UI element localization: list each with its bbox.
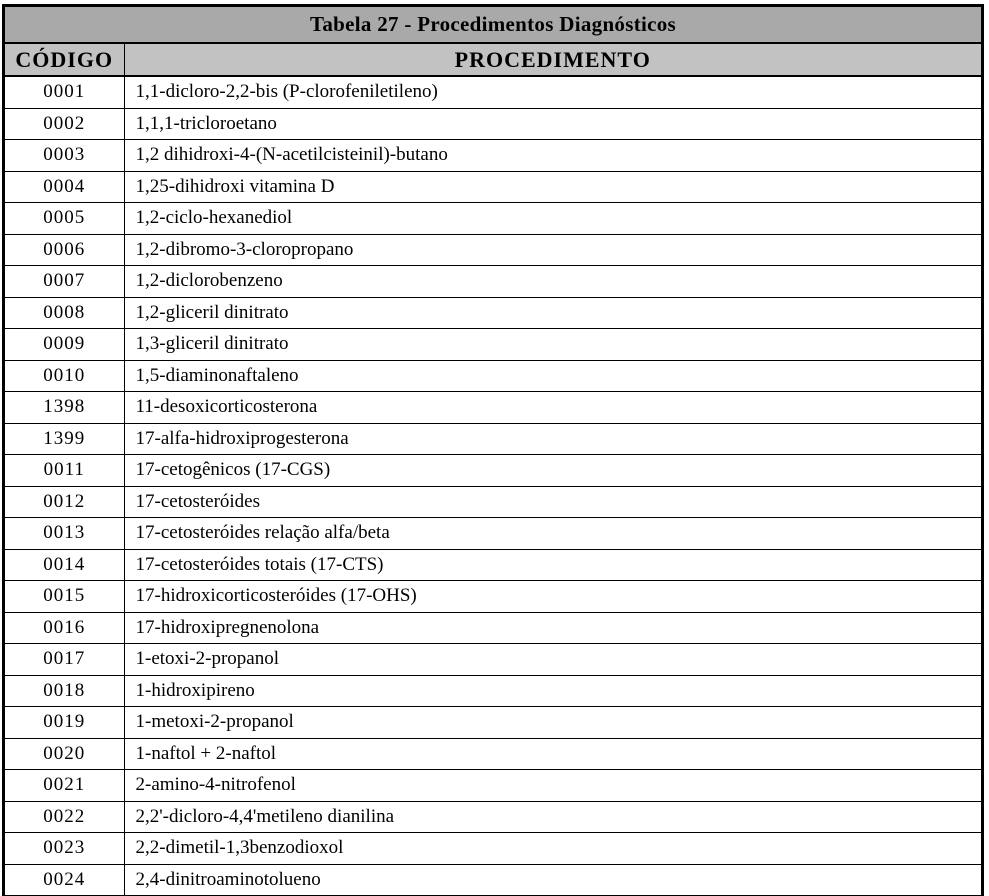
table-row [5,423,981,455]
codigo-cell: 0005 [5,203,124,235]
table-row [5,140,981,172]
table-row [5,329,981,361]
table-row [5,549,981,581]
codigo-cell: 0022 [5,801,124,833]
table-row [5,833,981,865]
procedimento-cell: 11-desoxicorticosterona [124,392,981,424]
table-row [5,486,981,518]
codigo-cell: 0012 [5,486,124,518]
procedimento-cell: 1,5-diaminonaftaleno [124,360,981,392]
table-row [5,801,981,833]
procedimento-cell: 17-hidroxicorticosteróides (17-OHS) [124,581,981,613]
procedimento-cell: 1,2-ciclo-hexanediol [124,203,981,235]
table-row [5,76,981,108]
table-row [5,675,981,707]
procedimento-cell: 1-metoxi-2-propanol [124,707,981,739]
procedimento-cell: 17-cetosteróides totais (17-CTS) [124,549,981,581]
codigo-cell: 0021 [5,770,124,802]
procedimento-cell: 2,2-dimetil-1,3benzodioxol [124,833,981,865]
codigo-cell: 0017 [5,644,124,676]
codigo-cell: 0004 [5,171,124,203]
table-row [5,392,981,424]
codigo-cell: 0020 [5,738,124,770]
codigo-cell: 0018 [5,675,124,707]
procedimento-cell: 17-alfa-hidroxiprogesterona [124,423,981,455]
table-row [5,518,981,550]
table-row [5,864,981,896]
codigo-cell: 0001 [5,76,124,108]
table-row [5,770,981,802]
table-row [5,171,981,203]
procedimento-cell: 17-cetogênicos (17-CGS) [124,455,981,487]
procedimento-cell: 17-hidroxipregnenolona [124,612,981,644]
procedimento-cell: 1,2 dihidroxi-4-(N-acetilcisteinil)-butano [124,140,981,172]
procedimento-cell: 17-cetosteróides relação alfa/beta [124,518,981,550]
procedimento-cell: 2-amino-4-nitrofenol [124,770,981,802]
codigo-cell: 0008 [5,297,124,329]
codigo-cell: 1399 [5,423,124,455]
table-row [5,266,981,298]
table-title: Tabela 27 - Procedimentos Diagnósticos [5,7,981,44]
codigo-cell: 0016 [5,612,124,644]
table-row [5,707,981,739]
procedimento-cell: 1-etoxi-2-propanol [124,644,981,676]
procedimento-cell: 2,2'-dicloro-4,4'metileno dianilina [124,801,981,833]
procedimento-cell: 2,4-dinitroaminotolueno [124,864,981,896]
procedimento-cell: 1,2-dibromo-3-cloropropano [124,234,981,266]
table-body [5,76,981,896]
codigo-cell: 0024 [5,864,124,896]
column-header-procedimento: PROCEDIMENTO [124,44,981,76]
header-row [5,44,981,76]
codigo-cell: 0011 [5,455,124,487]
codigo-cell: 0006 [5,234,124,266]
procedimento-cell: 1-naftol + 2-naftol [124,738,981,770]
codigo-cell: 0023 [5,833,124,865]
table-row [5,297,981,329]
procedimento-cell: 1,3-gliceril dinitrato [124,329,981,361]
codigo-cell: 0009 [5,329,124,361]
table-row [5,612,981,644]
codigo-cell: 0014 [5,549,124,581]
procedures-table [5,44,981,896]
table-row [5,108,981,140]
codigo-cell: 0010 [5,360,124,392]
codigo-cell: 0019 [5,707,124,739]
table-row [5,455,981,487]
procedimento-cell: 1,1-dicloro-2,2-bis (P-clorofeniletileno) [124,76,981,108]
table-row [5,581,981,613]
table-row [5,738,981,770]
table-row [5,644,981,676]
procedimento-cell: 1-hidroxipireno [124,675,981,707]
codigo-cell: 0015 [5,581,124,613]
document-table [2,4,984,896]
codigo-cell: 0002 [5,108,124,140]
column-header-codigo: CÓDIGO [5,44,124,76]
codigo-cell: 1398 [5,392,124,424]
procedimento-cell: 1,1,1-tricloroetano [124,108,981,140]
codigo-cell: 0013 [5,518,124,550]
procedimento-cell: 1,2-diclorobenzeno [124,266,981,298]
table-row [5,360,981,392]
codigo-cell: 0007 [5,266,124,298]
codigo-cell: 0003 [5,140,124,172]
procedimento-cell: 17-cetosteróides [124,486,981,518]
table-row [5,234,981,266]
procedimento-cell: 1,25-dihidroxi vitamina D [124,171,981,203]
procedimento-cell: 1,2-gliceril dinitrato [124,297,981,329]
table-row [5,203,981,235]
